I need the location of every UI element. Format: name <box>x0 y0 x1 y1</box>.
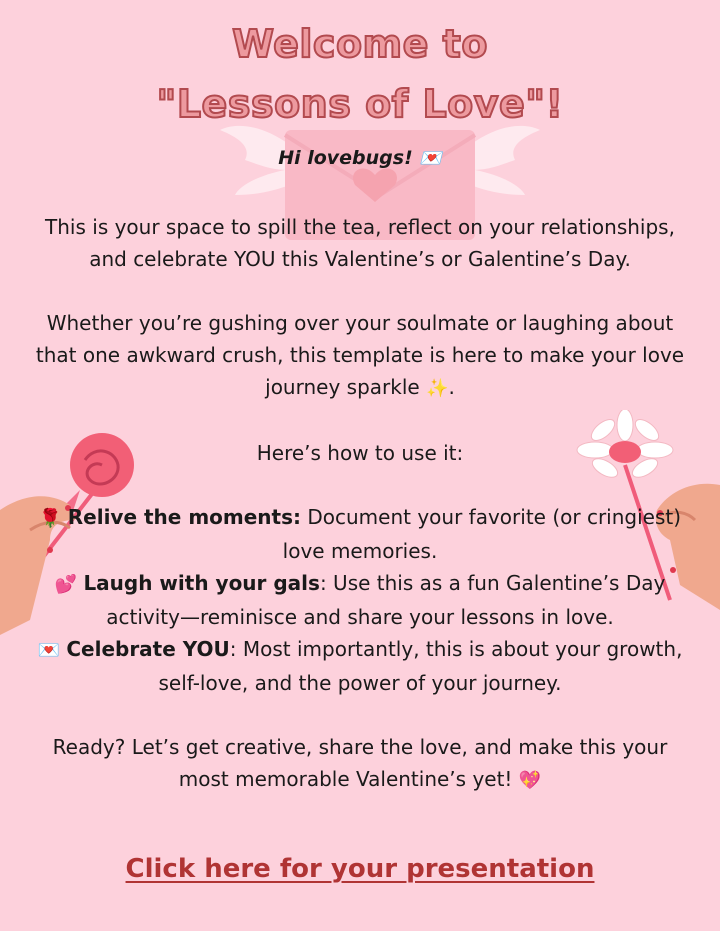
tip-laugh-text: : Use this as a fun Galentine’s Day activity—reminisce and share your lessons in love. <box>106 571 666 629</box>
ready-paragraph <box>30 731 690 797</box>
love-letter-icon: 💌 <box>419 148 442 169</box>
howto-heading: Here’s how to use it: <box>256 441 464 465</box>
tip-celebrate-text: : Most importantly, this is about your growth, self-love, and the power of your journey. <box>158 637 683 695</box>
whether-paragraph <box>30 307 690 405</box>
tip-laugh <box>30 567 690 633</box>
page-title <box>0 14 720 134</box>
tip-laugh-label: Laugh with your gals <box>83 571 320 595</box>
tip-celebrate <box>30 633 690 699</box>
tip-relive-text: Document your favorite (or cringiest) love memories. <box>282 505 682 563</box>
sparkling-heart-icon: 💖 <box>518 770 542 791</box>
tip-relive-label: Relive the moments: <box>67 505 302 529</box>
greeting <box>30 138 690 179</box>
two-hearts-icon: 💕 <box>54 574 78 595</box>
tip-relive <box>30 501 690 567</box>
intro-paragraph: This is your space to spill the tea, reflect on your relationships, and celebrate YOU this Valentine’s or Galentine’s Day. <box>45 215 675 271</box>
title-line-2: "Lessons of Love"! <box>156 82 564 126</box>
presentation-link[interactable]: Click here for your presentation <box>125 854 595 884</box>
letter-body <box>30 138 690 797</box>
rose-icon: 🌹 <box>38 508 62 529</box>
tip-celebrate-label: Celebrate YOU <box>66 637 230 661</box>
ready-text: Ready? Let’s get creative, share the love, and make this your most memorable Valentine’s yet! <box>52 735 668 791</box>
whether-end: . <box>448 375 455 399</box>
love-letter-icon: 💌 <box>37 640 60 661</box>
whether-text: Whether you’re gushing over your soulmate or laughing about that one awkward crush, this template is here to make your love journey sparkle <box>35 311 685 399</box>
title-line-1: Welcome to <box>232 22 488 66</box>
greeting-text: Hi lovebugs! <box>278 147 413 169</box>
sparkles-icon: ✨ <box>426 378 449 399</box>
